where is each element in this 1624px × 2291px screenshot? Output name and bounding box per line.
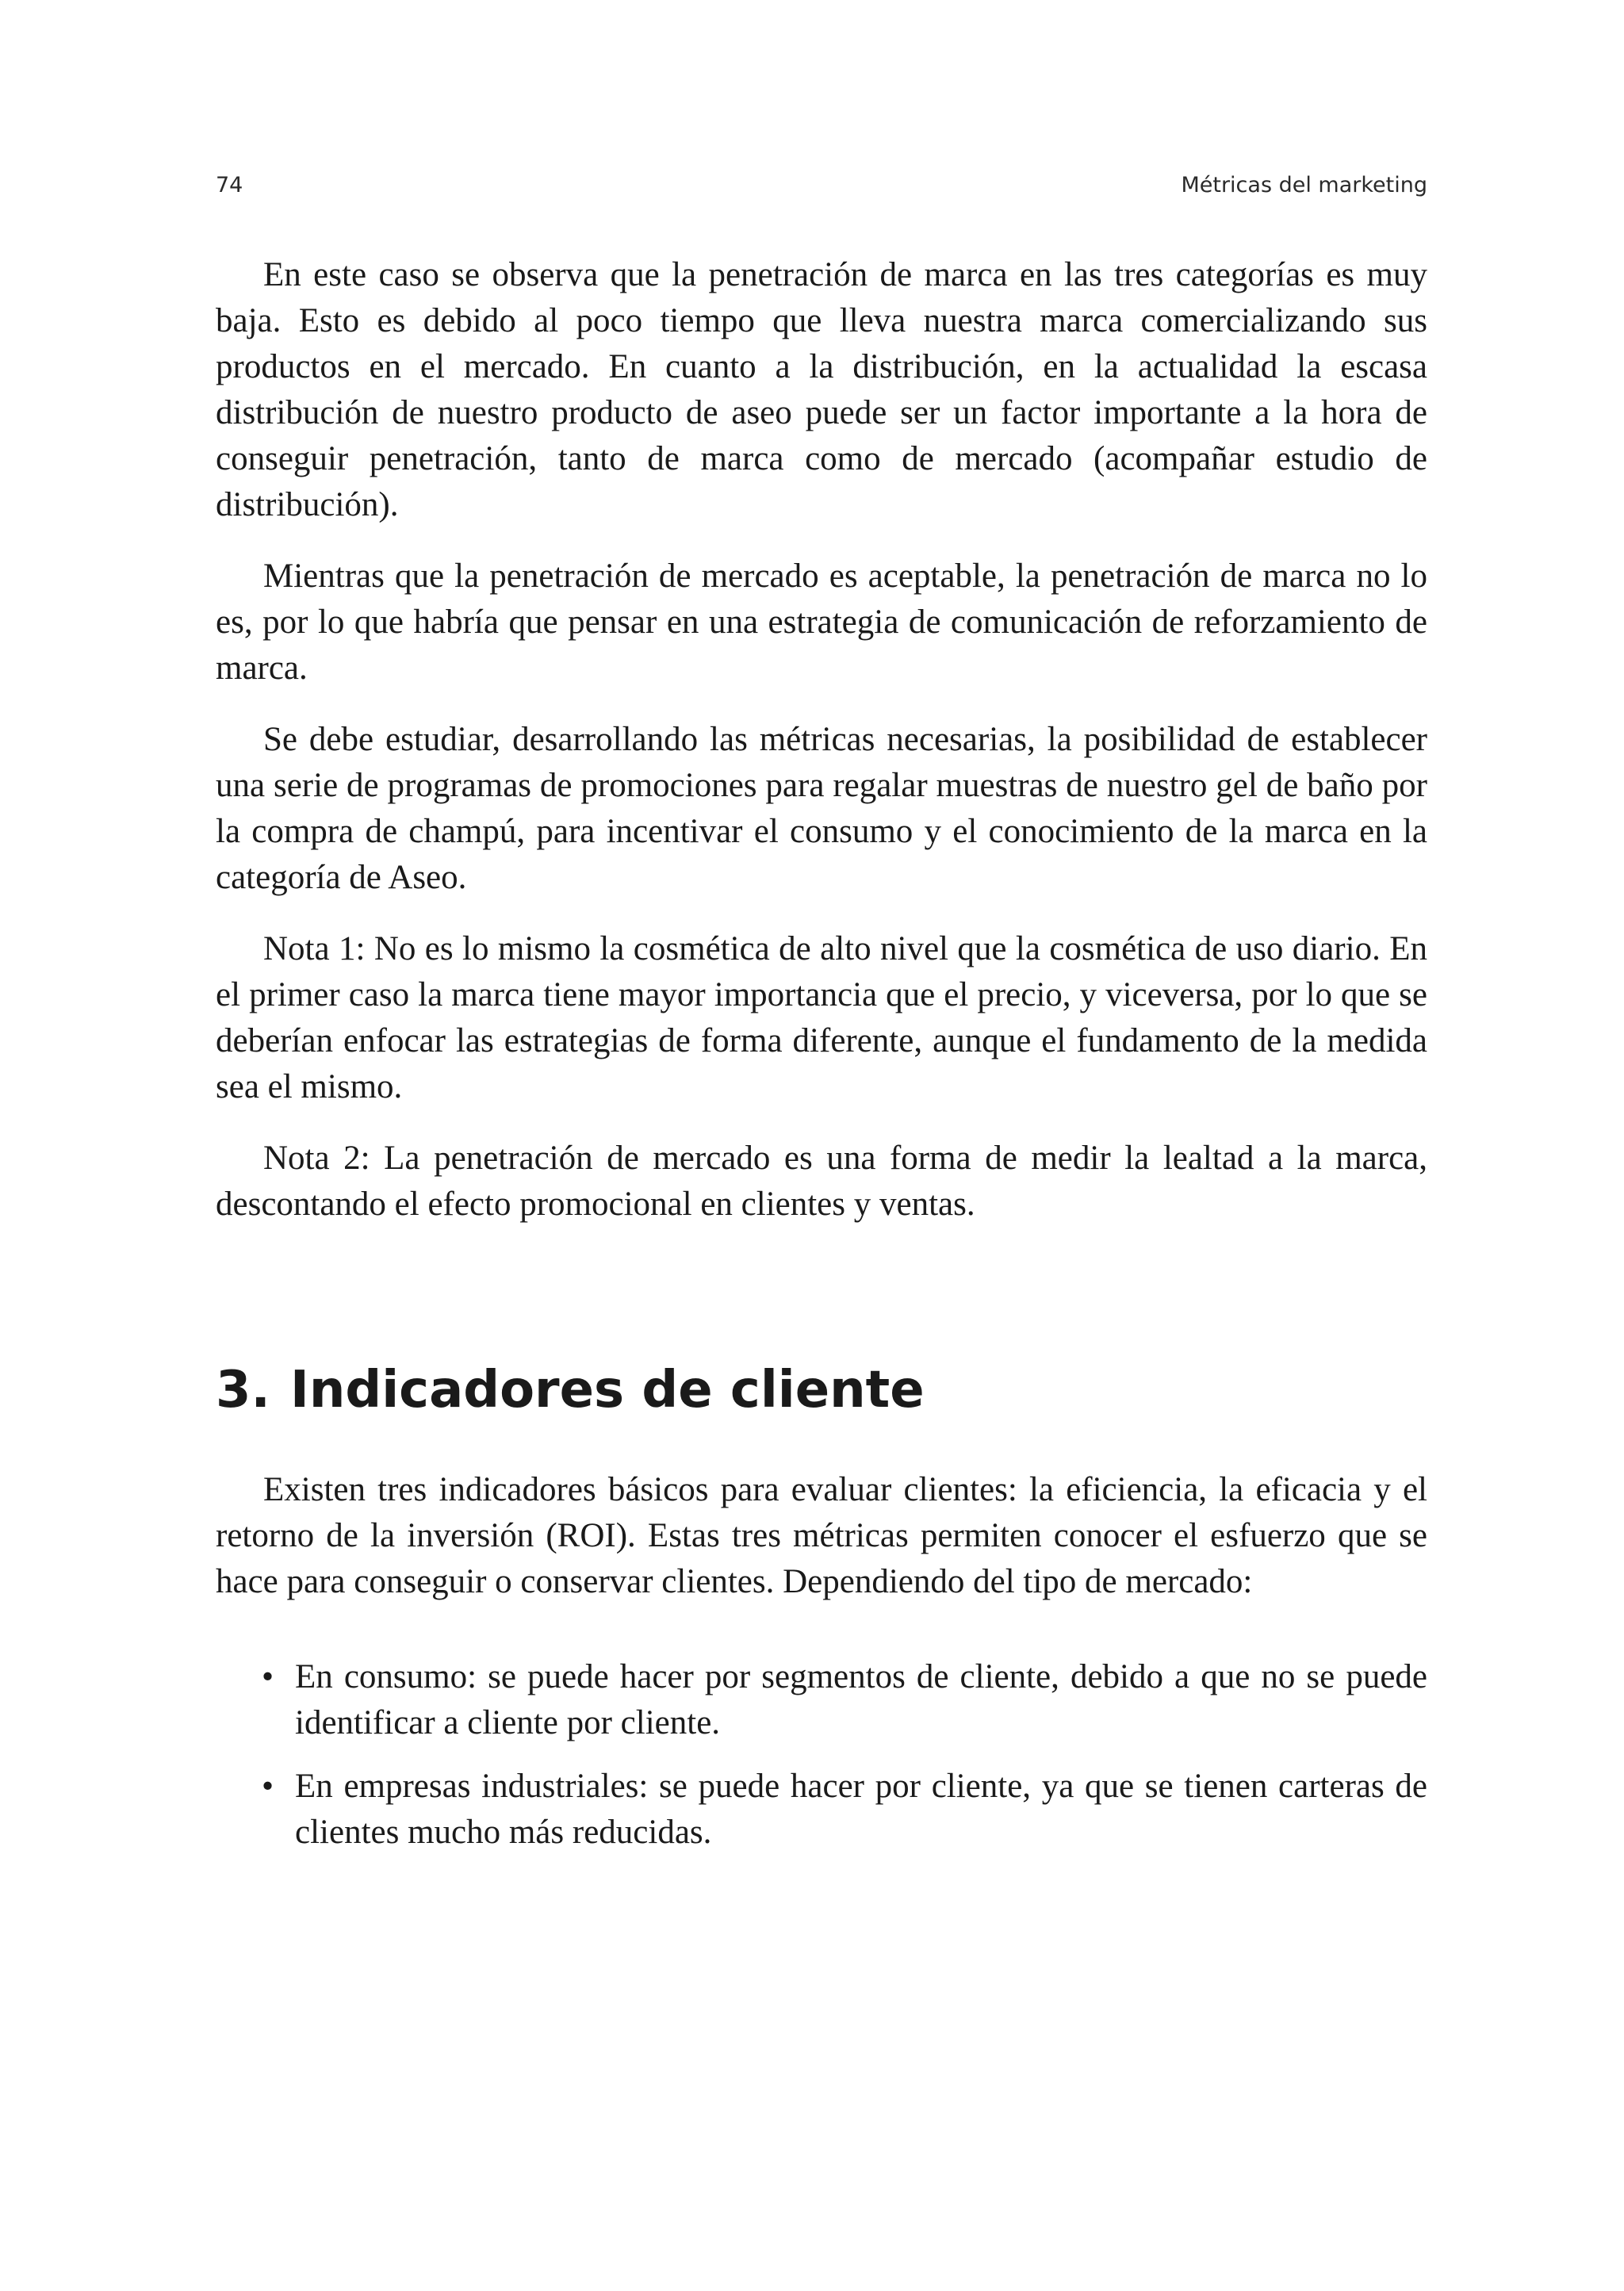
page-number: 74 — [216, 173, 243, 197]
bullet-icon: • — [262, 1658, 274, 1695]
section-heading — [216, 1361, 925, 1419]
list-item-text: En consumo: se puede hacer por segmentos de cliente, debido a que no se puede identificar a cliente por cliente. — [295, 1658, 1427, 1741]
running-header — [216, 173, 1427, 213]
section-title: Indicadores de cliente — [290, 1361, 925, 1419]
bullet-icon: • — [262, 1768, 274, 1805]
section-body — [216, 1467, 1427, 1873]
paragraph-promotions: Se debe estudiar, desarrollando las métricas necesarias, la posibilidad de establecer una serie de programas de promociones para regalar muestras de nuestro gel de baño por la compra de champú, para incentivar el consumo y el conocimiento de la marca en la categoría de Aseo. — [216, 721, 1427, 896]
list-item-text: En empresas industriales: se puede hacer por cliente, ya que se tienen carteras de clientes mucho más reducidas. — [295, 1768, 1427, 1851]
body-text — [216, 252, 1427, 1253]
paragraph-brand-communication: Mientras que la penetración de mercado es aceptable, la penetración de marca no lo es, por lo que habría que pensar en una estrategia de comunicación de reforzamiento de marca. — [216, 557, 1427, 687]
list-item — [216, 1764, 1427, 1856]
paragraph-note-2: Nota 2: La penetración de mercado es una forma de medir la lealtad a la marca, descontando el efecto promocional en clientes y ventas. — [216, 1140, 1427, 1223]
section-number: 3. — [216, 1361, 270, 1419]
paragraph-penetration-analysis: En este caso se observa que la penetración de marca en las tres categorías es muy baja. Esto es debido al poco tiempo que lleva nuestra marca comercializando sus productos en el mercado. En cuanto a la distribución, en la actualidad la escasa distribución de nuestro producto de aseo puede ser un factor importante a la hora de conseguir penetración, tanto de marca como de mercado (acompañar estudio de distribución). — [216, 256, 1427, 523]
section-intro: Existen tres indicadores básicos para evaluar clientes: la eficiencia, la eficacia y el retorno de la inversión (ROI). Estas tres métricas permiten conocer el esfuerzo que se hace para conseguir o conservar clientes. Dependiendo del tipo de mercado: — [216, 1471, 1427, 1600]
bullet-list — [216, 1654, 1427, 1856]
list-item — [216, 1654, 1427, 1746]
running-title: Métricas del marketing — [1181, 173, 1427, 197]
paragraph-note-1: Nota 1: No es lo mismo la cosmética de alto nivel que la cosmética de uso diario. En el primer caso la marca tiene mayor importancia que el precio, y viceversa, por lo que se deberían enfocar las estrategias de forma diferente, aunque el fundamento de la medida sea el mismo. — [216, 930, 1427, 1105]
